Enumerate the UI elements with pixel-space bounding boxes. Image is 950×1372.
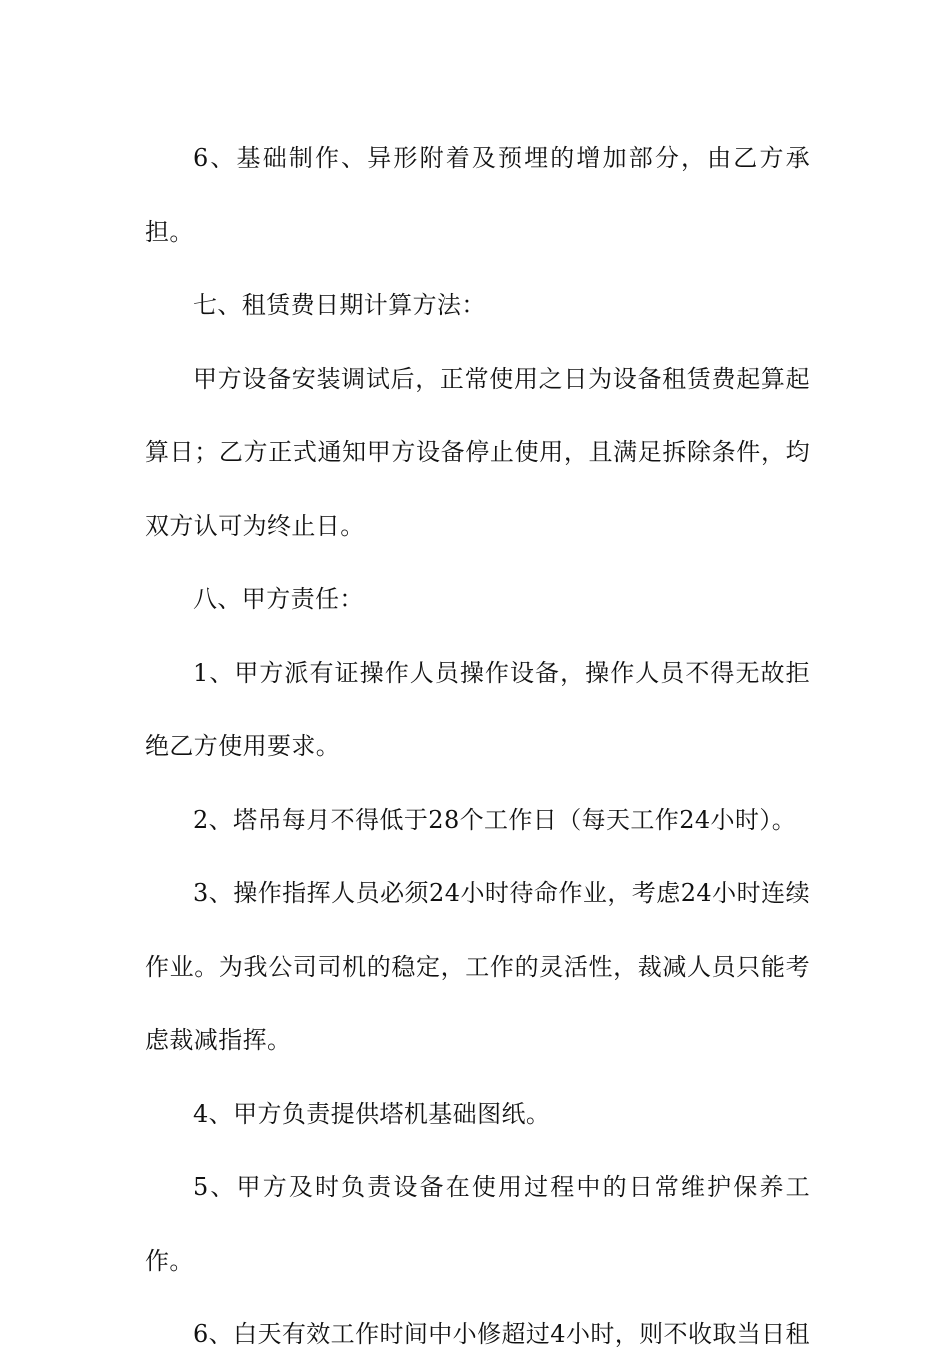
paragraph-item-2: 2、塔吊每月不得低于28个工作日（每天工作24小时）。 [193, 805, 797, 834]
heading-section-seven: 七、租赁费日期计算方法： [193, 291, 486, 319]
paragraph-item-5: 5、甲方及时负责设备在使用过程中的日常维护保养工作。 [145, 1173, 810, 1275]
heading-section-eight: 八、甲方责任： [193, 585, 364, 613]
document-body [145, 122, 810, 1372]
paragraph-basis-cost: 6、基础制作、异形附着及预埋的增加部分，由乙方承担。 [145, 144, 810, 246]
paragraph-rental-date: 甲方设备安装调试后，正常使用之日为设备租赁费起算起算日；乙方正式通知甲方设备停止使用，且满足拆除条件，均双方认可为终止日。 [145, 364, 810, 540]
paragraph-item-4: 4、甲方负责提供塔机基础图纸。 [193, 1099, 551, 1128]
paragraph-item-3: 3、操作指挥人员必须24小时待命作业，考虑24小时连续作业。为我公司司机的稳定，工作的灵活性，裁减人员只能考虑裁减指挥。 [145, 879, 810, 1054]
paragraph-item-1: 1、甲方派有证操作人员操作设备，操作人员不得无故拒绝乙方使用要求。 [145, 658, 810, 760]
paragraph-item-6: 6、白天有效工作时间中小修超过4小时，则不收取当日租 [193, 1320, 810, 1348]
